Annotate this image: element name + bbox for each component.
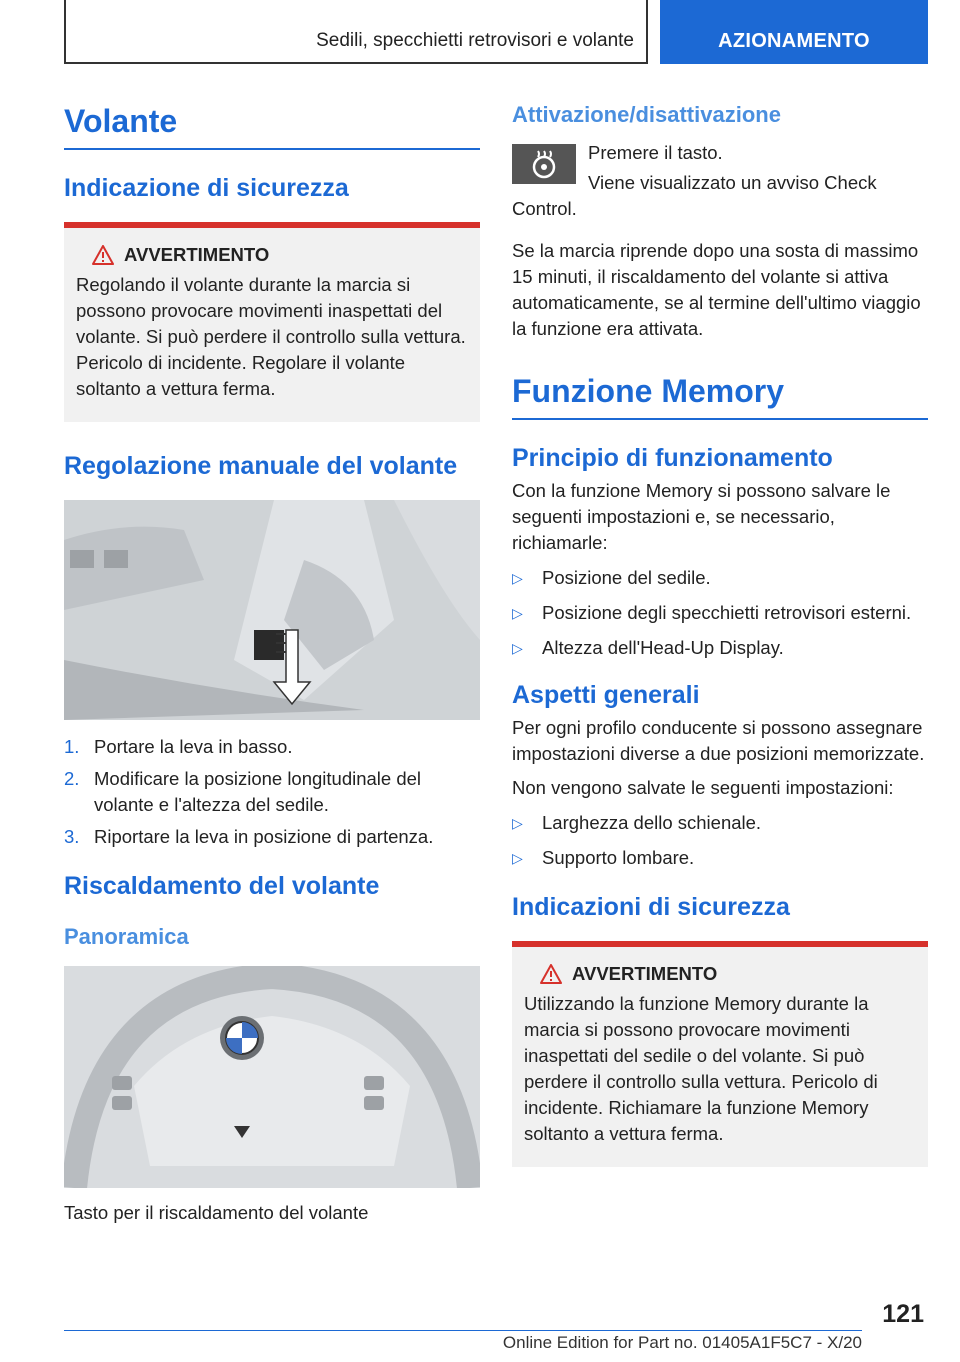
list-item: 3. Riportare la leva in posizione di partenza. xyxy=(64,826,434,847)
press-button-text: Premere il tasto. xyxy=(588,142,723,163)
steering-lever-image xyxy=(64,500,480,720)
heading-volante: Volante xyxy=(64,100,480,150)
heading-principle: Principio di funzionamento xyxy=(512,444,833,472)
section-title: Sedili, specchietti retrovisori e volante xyxy=(316,30,634,51)
list-item: 2. Modificare la posizione longitudinale del volante e l'altezza del sedile. xyxy=(64,768,422,815)
warning-title: AVVERTIMENTO xyxy=(76,244,468,266)
list-item: ▷ Posizione degli specchietti retrovisori esterni. xyxy=(512,600,928,626)
bullet-triangle-icon: ▷ xyxy=(512,570,523,586)
heading-safety: Indicazione di sicurezza xyxy=(64,174,349,202)
heading-manual-adjust: Regolazione manuale del volante xyxy=(64,452,458,480)
heated-steering-button-icon xyxy=(512,144,576,184)
activation-block xyxy=(512,140,928,250)
list-item: ▷ Posizione del sedile. xyxy=(512,565,928,591)
chapter-tab xyxy=(660,0,928,64)
left-column xyxy=(64,100,480,1226)
principle-text: Con la funzione Memory si possono salvare le seguenti impostazioni e, se necessario, richiamarle: xyxy=(512,480,891,553)
general-text: Per ogni profilo conducente si possono assegnare impostazioni diverse a due posizioni memorizzate. xyxy=(512,717,925,764)
steering-wheel-illustration xyxy=(64,966,480,1188)
heading-memory: Funzione Memory xyxy=(512,370,928,420)
not-saved-list xyxy=(512,810,928,871)
warning-text: Utilizzando la funzione Memory durante la marcia si possono provocare movimenti inaspettati del sedile o del volante. Si può perdere il controllo sulla vettura. Pericolo di incidente. Richiamare la funzione Memory soltanto a vettura ferma. xyxy=(524,993,878,1144)
heading-safety-memory: Indicazioni di sicurezza xyxy=(512,893,790,921)
steering-wheel-image xyxy=(64,966,480,1188)
warning-triangle-icon xyxy=(92,245,114,265)
page-number: 121 xyxy=(882,1300,924,1328)
page-footer xyxy=(64,1330,862,1352)
resume-text: Se la marcia riprende dopo una sosta di massimo 15 minuti, il riscaldamento del volante si attiva automaticamente, se al termine dell'ultimo viaggio la funzione era attivata. xyxy=(512,240,921,339)
heading-activation: Attivazione/disattivazione xyxy=(512,102,781,127)
bullet-triangle-icon: ▷ xyxy=(512,605,523,621)
image-caption: Tasto per il riscaldamento del volante xyxy=(64,1202,369,1223)
edition-text: Online Edition for Part no. 01405A1F5C7 - X/20 xyxy=(502,1333,862,1352)
list-item: 1. Portare la leva in basso. xyxy=(64,736,293,757)
check-control-text: Viene visualizzato un avviso Check Control. xyxy=(512,172,877,219)
bullet-triangle-icon: ▷ xyxy=(512,640,523,656)
list-item: ▷ Altezza dell'Head-Up Display. xyxy=(512,635,928,661)
heading-overview: Panoramica xyxy=(64,924,189,949)
heading-heating: Riscaldamento del volante xyxy=(64,872,380,900)
heading-general: Aspetti generali xyxy=(512,681,700,709)
warning-text: Regolando il volante durante la marcia si possono provocare movimenti inaspettati del volante. Si può perdere il controllo sulla vettura. Pericolo di incidente. Regolare il volante soltanto a vettura ferma. xyxy=(76,274,466,399)
bullet-triangle-icon: ▷ xyxy=(512,850,523,866)
list-item: ▷ Larghezza dello schienale. xyxy=(512,810,928,836)
not-saved-text: Non vengono salvate le seguenti impostazioni: xyxy=(512,777,894,798)
chapter-title: AZIONAMENTO xyxy=(718,30,870,52)
warning-title: AVVERTIMENTO xyxy=(524,963,916,985)
steering-column-illustration xyxy=(64,500,480,720)
adjust-steps-list xyxy=(64,734,480,850)
bullet-triangle-icon: ▷ xyxy=(512,815,523,831)
page-header xyxy=(64,0,928,64)
right-column xyxy=(512,100,928,1167)
warning-box-memory xyxy=(512,941,928,1167)
section-tab xyxy=(64,0,648,64)
principle-list xyxy=(512,565,928,661)
warning-box-steering xyxy=(64,222,480,422)
list-item: ▷ Supporto lombare. xyxy=(512,845,928,871)
warning-triangle-icon xyxy=(540,964,562,984)
